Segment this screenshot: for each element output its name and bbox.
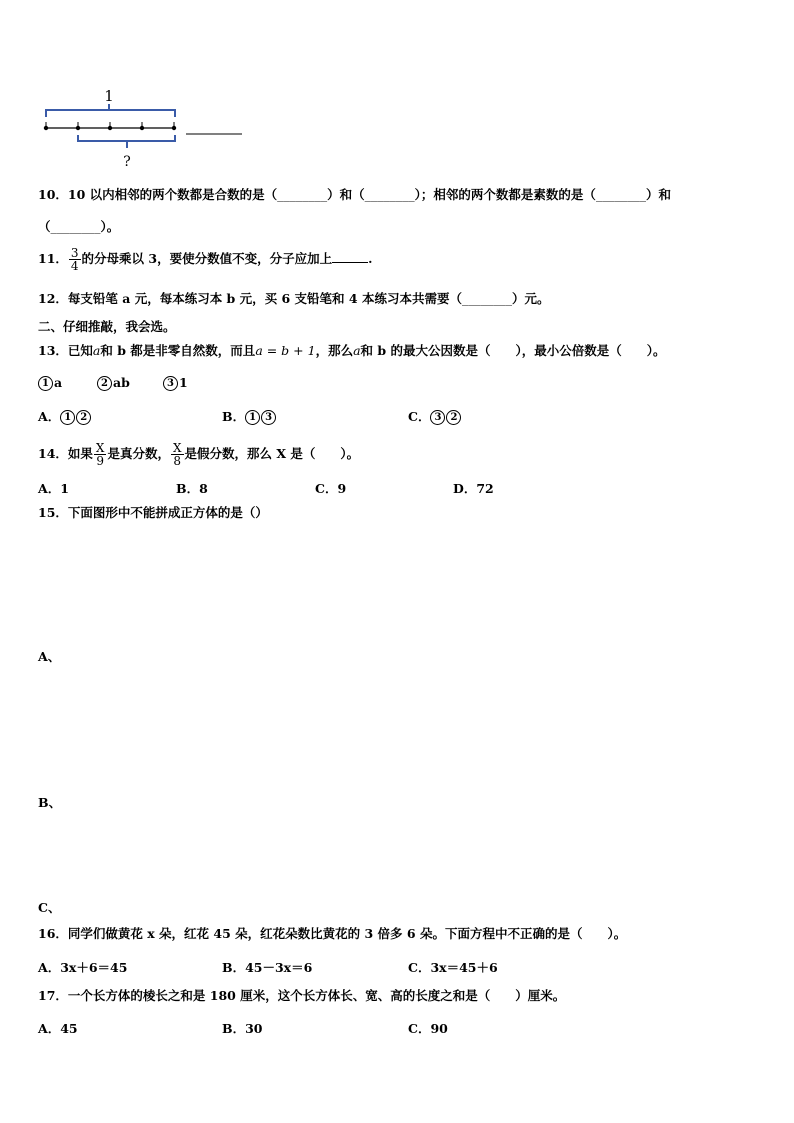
bottom-brace [78, 135, 175, 148]
question-14: 14．如果 $\frac{X}{9}$ 是真分数， $\frac{X}{8}$ 是假分数，那么 X 是（ ）。 [38, 441, 360, 468]
q17-choice-b[interactable]: B．30 [222, 1021, 263, 1036]
q17-choice-c[interactable]: C．90 [408, 1021, 448, 1036]
fraction-x-8: $\frac{X}{8}$ [172, 441, 182, 468]
question-17: 17．一个长方体的棱长之和是 180 厘米，这个长方体长、宽、高的长度之和是（ ）厘米。 [38, 988, 566, 1003]
top-brace [46, 104, 175, 117]
q15-option-b[interactable]: B、 [38, 795, 62, 810]
question-16: 16．同学们做黄花 x 朵，红花 45 朵，红花朵数比黄花的 3 倍多 6 朵。下面方程中不正确的是（ ）。 [38, 926, 627, 941]
q14-choice-b[interactable]: B．8 [176, 481, 208, 496]
question-13: 13．已知a和 b 都是非零自然数，而且a = b + 1，那么a和 b 的最大公因数是（ ），最小公倍数是（ ）。 [38, 343, 666, 358]
fraction-3-4: $\frac{3}{4}$ [70, 246, 79, 273]
question-10: 10．10 以内相邻的两个数都是合数的是（________）和（________）；相邻的两个数都是素数的是（________）和 [38, 187, 671, 202]
q16-choice-b[interactable]: B．45－3x＝6 [222, 960, 313, 975]
q13-choice-b[interactable]: B． 1 3 [222, 407, 277, 425]
tick-marks [44, 122, 176, 130]
answer-blank [332, 250, 368, 263]
q16-choice-a[interactable]: A．3x＋6＝45 [38, 960, 128, 975]
q16-choice-c[interactable]: C．3x＝45＋6 [408, 960, 498, 975]
q13-item-3: 3 1 [163, 375, 188, 391]
q14-choice-a[interactable]: A．1 [38, 481, 69, 496]
q14-choice-d[interactable]: D．72 [453, 481, 494, 496]
q17-choice-a[interactable]: A．45 [38, 1021, 78, 1036]
question-15: 15．下面图形中不能拼成正方体的是（） [38, 505, 268, 520]
q13-item-1: 1 a [38, 375, 62, 391]
q15-option-c[interactable]: C、 [38, 900, 61, 915]
q14-choice-c[interactable]: C．9 [315, 481, 347, 496]
diagram-bottom-label: ? [123, 154, 131, 170]
q13-choice-a[interactable]: A． 1 2 [38, 407, 92, 425]
diagram-top-label: 1 [104, 87, 114, 105]
question-12: 12．每支铅笔 a 元，每本练习本 b 元，买 6 支铅笔和 4 本练习本共需要（________）元。 [38, 291, 550, 306]
section-heading: 二、仔细推敲，我会选。 [38, 319, 176, 334]
segment-diagram [40, 84, 250, 170]
q15-option-a[interactable]: A、 [38, 649, 61, 664]
q13-choice-c[interactable]: C． 3 2 [408, 407, 462, 425]
question-11: 11． $\frac{3}{4}$ 的分母乘以 3，要使分数值不变，分子应加上 . [38, 246, 373, 273]
fraction-x-9: $\frac{X}{9}$ [95, 441, 105, 468]
question-10-line2: （________）。 [38, 219, 120, 234]
q13-item-2: 2 ab [97, 375, 130, 391]
